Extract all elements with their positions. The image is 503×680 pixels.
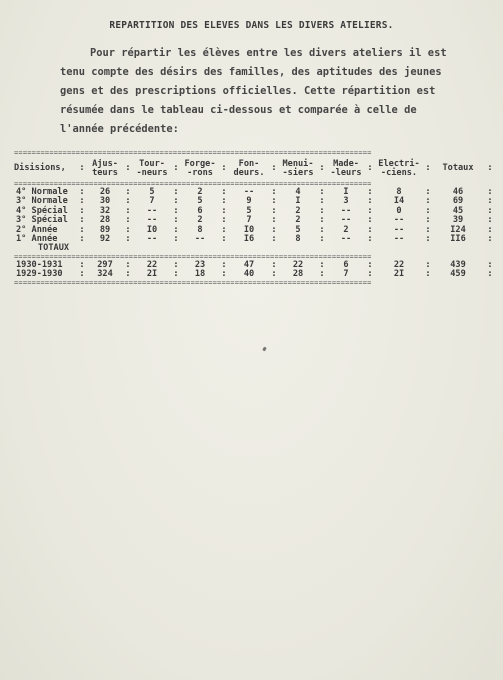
table-cell: 5 [295, 224, 301, 235]
table-cell: I [343, 187, 349, 197]
row-label: 3° Spécial [16, 215, 68, 226]
intro-paragraph [60, 44, 475, 139]
workshop-table [14, 150, 496, 287]
table-cell: 39 [452, 215, 464, 226]
table-cell: 46 [452, 187, 464, 197]
table-cell: I24 [450, 224, 466, 235]
table-cell: -- [146, 234, 158, 245]
table-cell: 22 [292, 259, 304, 270]
table-cell: 26 [99, 187, 111, 197]
table-cell: -- [243, 187, 255, 197]
header-divisions: Disisions, [14, 163, 66, 174]
table-cell: 2 [197, 215, 203, 226]
header-tourneurs: Tour- -neurs [136, 158, 168, 178]
table-cell: -- [340, 215, 352, 226]
table-row: 4° Spécial : 32 : -- : 6 : 5 : 2 : -- : 0 : 45 : [16, 205, 493, 216]
table-cell: 7 [343, 269, 349, 280]
table-row: 3° Normale : 30 : 7 : 5 : 9 : I : 3 : I4 : 69 : [16, 196, 493, 207]
table-cell: I0 [146, 224, 158, 235]
table-row: 1930-1931 : 297 : 22 : 23 : 47 : 22 : 6 : 22 : 439 : [16, 259, 493, 270]
table-cell: 23 [194, 259, 206, 270]
paragraph-line: gens et des prescriptions officielles. Cette répartition est [60, 85, 436, 97]
table-cell: 8 [396, 187, 402, 197]
table-cell: 2 [295, 205, 301, 216]
table-cell: 45 [452, 205, 464, 216]
header-row: Disisions, : Ajus- teurs : Tour- -neurs : Forge- -rons : Fon- deurs. : Menui- -siers : Made- -leurs : Electri- -ciens. : Totaux : [14, 157, 496, 181]
table-cell: 69 [452, 196, 464, 207]
table-cell: I [295, 196, 301, 207]
table-cell: 4 [295, 187, 301, 197]
table-cell: II6 [450, 234, 466, 245]
table-cell: I0 [243, 224, 255, 235]
table-cell: 92 [99, 234, 111, 245]
table-row: 1° Année : 92 : -- : -- : I6 : 8 : -- : -- : II6 : [16, 234, 493, 245]
table-rule: ================================================================================= [14, 150, 372, 157]
header-forgerons: Forge- -rons [184, 158, 216, 178]
table-cell: 0 [396, 205, 402, 216]
table-cell: 3 [343, 196, 349, 207]
table-cell: 5 [246, 205, 252, 216]
table-row: 1929-1930 : 324 : 2I : 18 : 40 : 28 : 7 : 2I : 459 : [16, 269, 493, 280]
totals-label-row [14, 244, 496, 253]
table-cell: -- [393, 234, 405, 245]
header-ajusteurs: Ajus- teurs [92, 158, 118, 178]
table-cell: 2 [343, 224, 349, 235]
table-cell: -- [194, 234, 206, 245]
table-rule: ================================================================================= [14, 181, 372, 188]
header-fondeurs: Fon- deurs. [233, 158, 265, 178]
table-cell: 8 [295, 234, 301, 245]
table-cell: 459 [450, 269, 466, 280]
row-label: 2° Année [16, 224, 58, 235]
table-cell: 5 [149, 187, 155, 197]
table-cell: 47 [243, 259, 255, 270]
table-cell: 6 [343, 259, 349, 270]
document-title: REPARTITION DES ELEVES DANS LES DIVERS ATELIERS. [109, 20, 394, 31]
row-label: 1° Année [16, 234, 58, 245]
table-cell: 6 [197, 205, 203, 216]
table-cell: 30 [99, 196, 111, 207]
row-label: 3° Normale [16, 196, 68, 207]
year-rows [14, 261, 496, 280]
paragraph-line: Pour répartir les élèves entre les divers ateliers il est [90, 47, 447, 59]
paragraph-line: tenu compte des désirs des familles, des aptitudes des jeunes [60, 66, 442, 78]
table-cell: 2I [393, 269, 405, 280]
header-modeleurs: Made- -leurs [330, 158, 362, 178]
table-cell: 89 [99, 224, 111, 235]
table-cell: 28 [292, 269, 304, 280]
paragraph-line: l'année précédente: [60, 123, 179, 135]
table-row: 2° Année : 89 : I0 : 8 : I0 : 5 : 2 : -- : I24 : [16, 224, 493, 235]
table-cell: -- [393, 215, 405, 226]
table-cell: 28 [99, 215, 111, 226]
table-cell: 7 [149, 196, 155, 207]
distribution-table [14, 157, 496, 181]
table-cell: I6 [243, 234, 255, 245]
row-label: 1930-1931 [16, 259, 63, 270]
table-cell: -- [340, 205, 352, 216]
totaux-label: TOTAUX [38, 243, 70, 254]
table-row: 4° Normale : 26 : 5 : 2 : -- : 4 : I : 8 : 46 : [16, 187, 493, 197]
table-cell: 2 [295, 215, 301, 226]
table-cell: 40 [243, 269, 255, 280]
table-cell: 18 [194, 269, 206, 280]
table-cell: -- [393, 224, 405, 235]
table-cell: 8 [197, 224, 203, 235]
table-rule: ================================================================================= [14, 279, 372, 287]
header-totaux: Totaux [442, 163, 474, 174]
row-label: 4° Normale [16, 187, 68, 197]
table-cell: I4 [393, 196, 405, 207]
table-cell: 7 [246, 215, 252, 226]
table-cell: -- [146, 205, 158, 216]
division-rows [14, 188, 496, 244]
table-cell: 32 [99, 205, 111, 216]
table-cell: 5 [197, 196, 203, 207]
table-cell: 2I [146, 269, 158, 280]
table-cell: 2 [197, 187, 203, 197]
row-label: 1929-1930 [16, 269, 63, 280]
header-electriciens: Electri- -ciens. [378, 158, 420, 178]
paragraph-line: résumée dans le tableau ci-dessous et comparée à celle de [60, 104, 417, 116]
table-cell: 439 [450, 259, 466, 270]
table-rule: ================================================================================= [14, 253, 372, 261]
table-cell: 22 [393, 259, 405, 270]
header-menuisiers: Menui- -siers [282, 158, 314, 178]
table-row: 3° Spécial : 28 : -- : 2 : 7 : 2 : -- : -- : 39 : [16, 215, 493, 226]
row-label: 4° Spécial [16, 205, 68, 216]
table-cell: 22 [146, 259, 158, 270]
table-cell: 297 [97, 259, 113, 270]
table-cell: -- [146, 215, 158, 226]
table-cell: -- [340, 234, 352, 245]
table-cell: 9 [246, 196, 252, 207]
table-cell: 324 [97, 269, 113, 280]
